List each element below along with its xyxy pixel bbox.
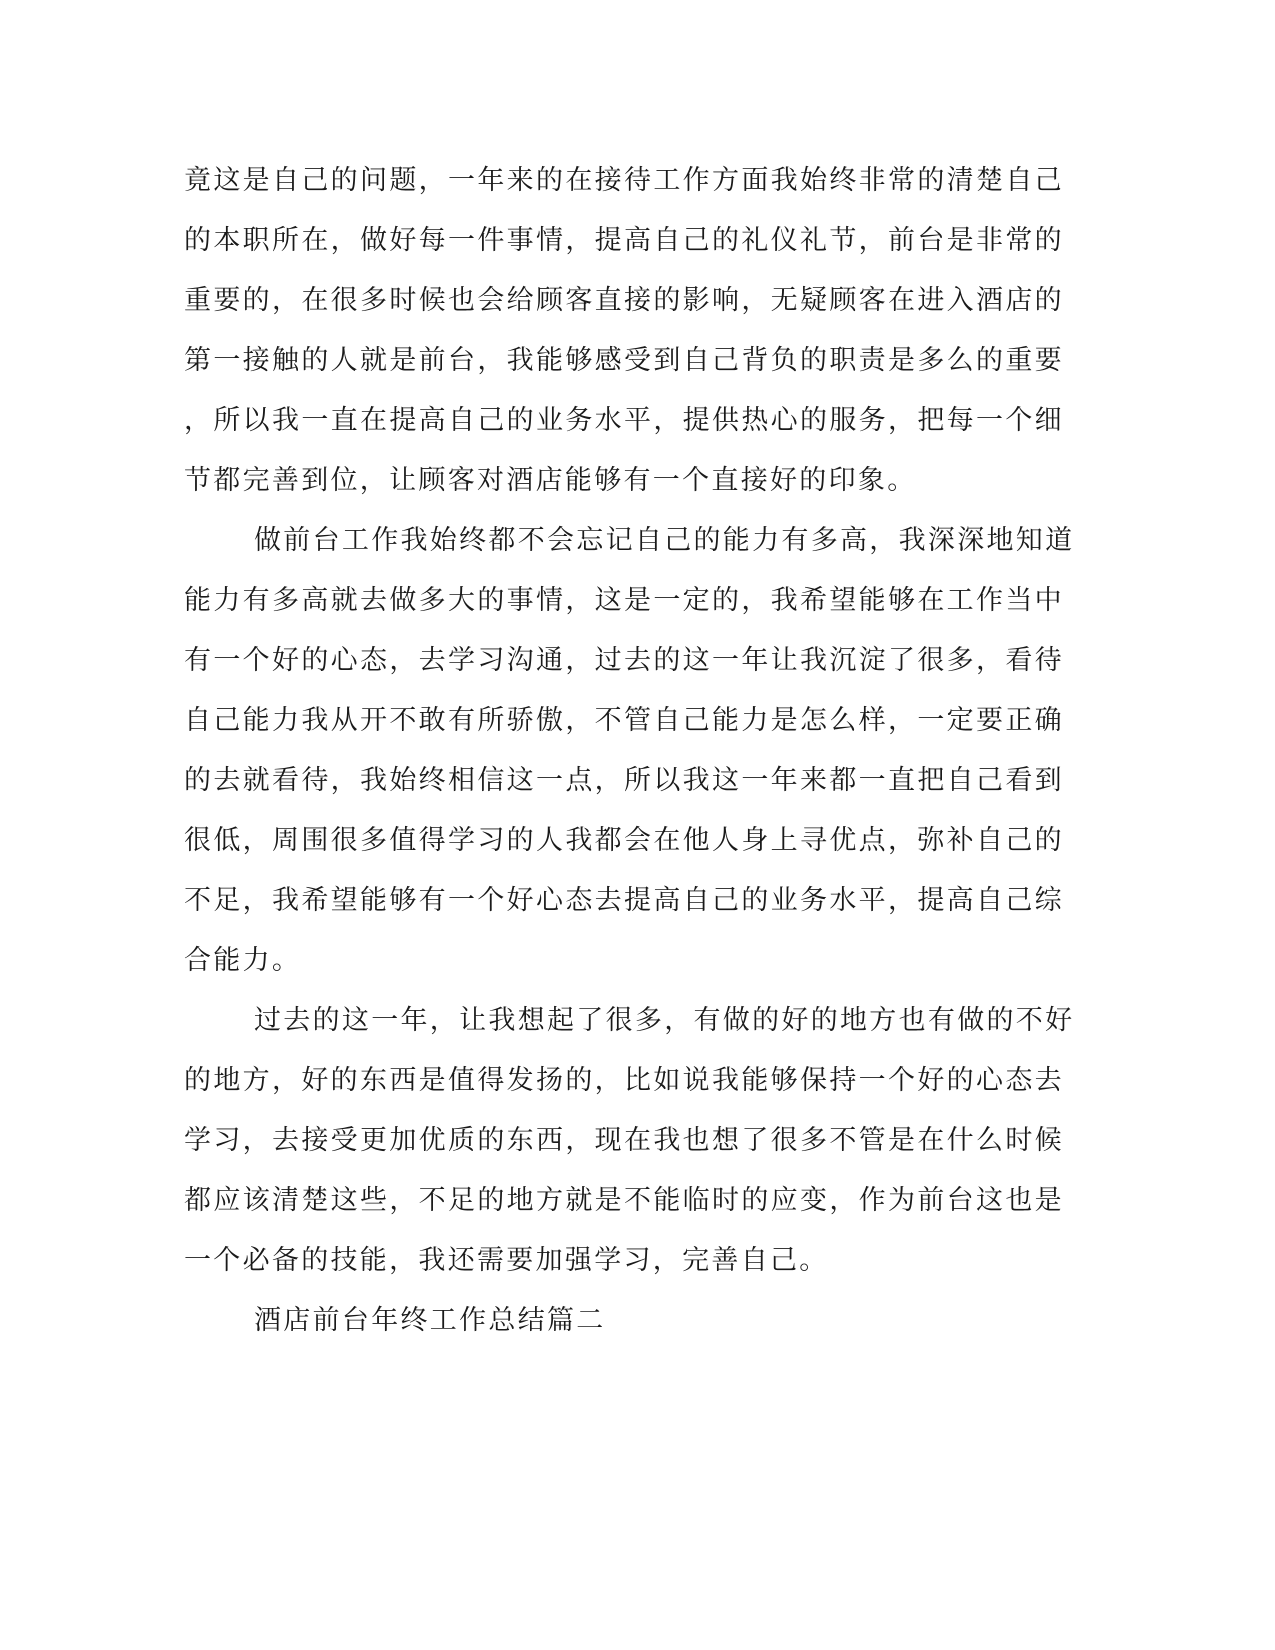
paragraph-line: 不足，我希望能够有一个好心态去提高自己的业务水平，提高自己综 xyxy=(184,885,1064,916)
paragraph-line: 的地方，好的东西是值得发扬的，比如说我能够保持一个好的心态去 xyxy=(184,1065,1064,1096)
paragraph-line: 合能力。 xyxy=(184,945,302,976)
section-heading: 酒店前台年终工作总结篇二 xyxy=(254,1305,606,1336)
paragraph-line: 很低，周围很多值得学习的人我都会在他人身上寻优点，弥补自己的 xyxy=(184,825,1064,856)
paragraph-line: 有一个好的心态，去学习沟通，过去的这一年让我沉淀了很多，看待 xyxy=(184,645,1064,676)
paragraph-line: 学习，去接受更加优质的东西，现在我也想了很多不管是在什么时候 xyxy=(184,1125,1064,1156)
paragraph-line: 重要的，在很多时候也会给顾客直接的影响，无疑顾客在进入酒店的 xyxy=(184,285,1064,316)
document-body xyxy=(184,161,1075,1361)
paragraph-first-line: 做前台工作我始终都不会忘记自己的能力有多高，我深深地知道 xyxy=(254,525,1075,556)
paragraph-line: 竟这是自己的问题，一年来的在接待工作方面我始终非常的清楚自己 xyxy=(184,165,1064,196)
paragraph-line: 一个必备的技能，我还需要加强学习，完善自己。 xyxy=(184,1245,829,1276)
paragraph-line: 都应该清楚这些，不足的地方就是不能临时的应变，作为前台这也是 xyxy=(184,1185,1064,1216)
paragraph-line: 的本职所在，做好每一件事情，提高自己的礼仪礼节，前台是非常的 xyxy=(184,225,1064,256)
paragraph-line: 第一接触的人就是前台，我能够感受到自己背负的职责是多么的重要 xyxy=(184,345,1064,376)
paragraph-line: 自己能力我从开不敢有所骄傲，不管自己能力是怎么样，一定要正确 xyxy=(184,705,1064,736)
paragraph-line: ，所以我一直在提高自己的业务水平，提供热心的服务，把每一个细 xyxy=(184,405,1064,436)
paragraph-line: 的去就看待，我始终相信这一点，所以我这一年来都一直把自己看到 xyxy=(184,765,1064,796)
paragraph-line: 能力有多高就去做多大的事情，这是一定的，我希望能够在工作当中 xyxy=(184,585,1064,616)
paragraph-first-line: 过去的这一年，让我想起了很多，有做的好的地方也有做的不好 xyxy=(254,1005,1075,1036)
paragraph-line: 节都完善到位，让顾客对酒店能够有一个直接好的印象。 xyxy=(184,465,917,496)
